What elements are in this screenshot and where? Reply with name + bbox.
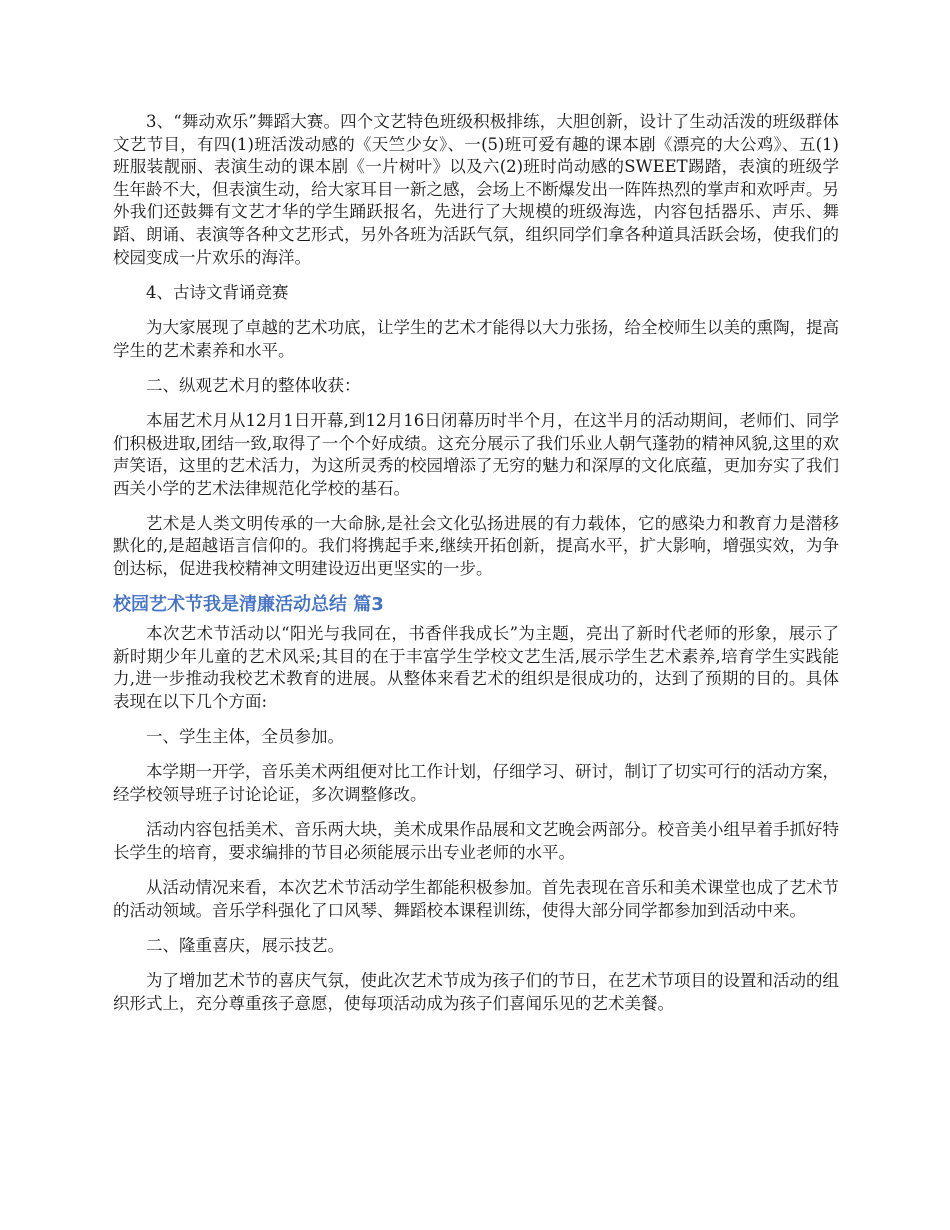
- paragraph-dance-contest: 3、“舞动欢乐”舞蹈大赛。四个文艺特色班级积极排练，大胆创新，设计了生动活泼的班级群体文艺节目，有四(1)班活泼动感的《天竺少女》、一(5)班可爱有趣的课本剧《漂亮的大公鸡》、五(1)班服装靓丽、表演生动的课本剧《一片树叶》以及六(2)班时尚动感的SWEET踢踏，表演的班级学生年龄不大，但表演生动，给大家耳目一新之感，会场上不断爆发出一阵阵热烈的掌声和欢呼声。另外我们还鼓舞有文艺才华的学生踊跃报名，先进行了大规模的班级海选，内容包括器乐、声乐、舞蹈、朗诵、表演等各种文艺形式，另外各班为活跃气氛，组织同学们拿各种道具活跃会场，使我们的校园变成一片欢乐的海洋。: [113, 112, 839, 267]
- document-body: [113, 111, 839, 1028]
- paragraph-festive-heading: 二、隆重喜庆，展示技艺。: [146, 935, 344, 955]
- paragraph-art-month: 本届艺术月从12月1日开幕,到12月16日闭幕历时半个月，在这半月的活动期间，老师们、同学们积极进取,团结一致,取得了一个个好成绩。这充分展示了我们乐业人朝气蓬勃的精神风貌,这里的欢声笑语，这里的艺术活力，为这所灵秀的校园增添了无穷的魅力和深厚的文化底蕴，更加夯实了我们西关小学的艺术法律规范化学校的基石。: [113, 410, 839, 498]
- paragraph-theme: 本次艺术节活动以“阳光与我同在，书香伴我成长”为主题，亮出了新时代老师的形象，展示了新时期少年儿童的艺术风采;其目的在于丰富学生学校文艺生活,展示学生艺术素养,培育学生实践能力,进一步推动我校艺术教育的进展。从整体来看艺术的组织是很成功的，达到了预期的目的。具体表现在以下几个方面:: [113, 624, 839, 712]
- paragraph-festive: 为了增加艺术节的喜庆气氛，使此次艺术节成为孩子们的节日，在艺术节项目的设置和活动的组织形式上，充分尊重孩子意愿，使每项活动成为孩子们喜闻乐见的艺术美餐。: [113, 970, 839, 1013]
- paragraph-planning: 本学期一开学，音乐美术两组便对比工作计划，仔细学习、研讨，制订了切实可行的活动方案，经学校领导班子讨论论证，多次调整修改。: [113, 762, 839, 804]
- paragraph-poetry-recitation: 4、古诗文背诵竞赛: [146, 282, 289, 302]
- paragraph-participation: 从活动情况来看，本次艺术节活动学生都能积极参加。首先表现在音乐和美术课堂也成了艺术节的活动领域。音乐学科强化了口风琴、舞蹈校本课程训练，使得大部分同学都参加到活动中来。: [113, 877, 839, 920]
- section-heading: 校园艺术节我是清廉活动总结 篇3: [113, 594, 384, 616]
- paragraph-art-civilization: 艺术是人类文明传承的一大命脉,是社会文化弘扬进展的有力载体，它的感染力和教育力是潜移默化的,是超越语言信仰的。我们将携起手来,继续开拓创新，提高水平，扩大影响，增强实效，为争创达标，促进我校精神文明建设迈出更坚实的一步。: [113, 513, 839, 579]
- paragraph-art-skill: 为大家展现了卓越的艺术功底，让学生的艺术才能得以大力张扬，给全校师生以美的熏陶，提高学生的艺术素养和水平。: [113, 317, 839, 360]
- paragraph-student-subject: 一、学生主体，全员参加。: [146, 727, 344, 747]
- paragraph-content: 活动内容包括美术、音乐两大块，美术成果作品展和文艺晚会两部分。校音美小组早着手抓好特长学生的培育，要求编排的节目必须能展示出专业老师的水平。: [113, 820, 839, 862]
- paragraph-overall-harvest-heading: 二、纵观艺术月的整体收获：: [146, 375, 361, 395]
